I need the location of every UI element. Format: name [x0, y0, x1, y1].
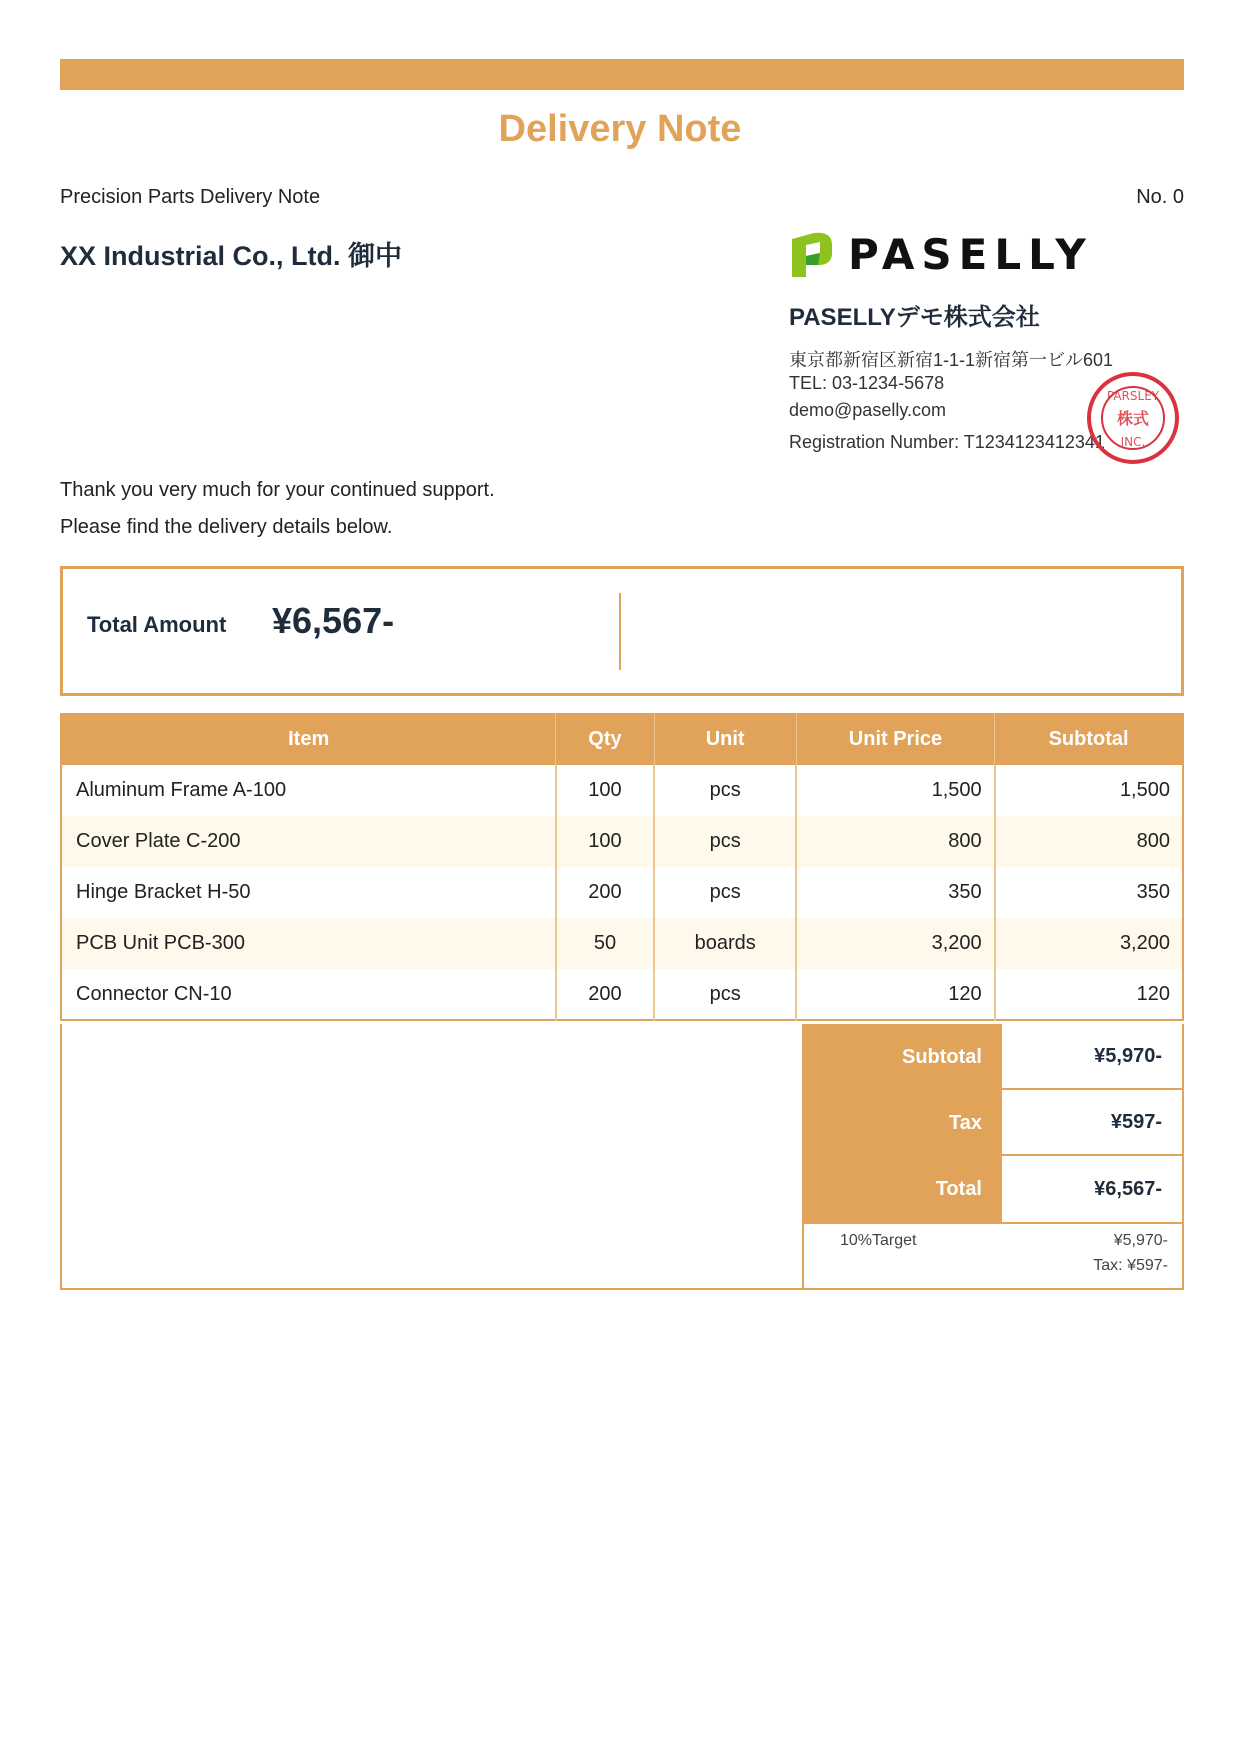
- column-header-unit: Unit: [654, 713, 796, 765]
- summary-row-subtotal: [804, 1024, 1182, 1090]
- cell-subtotal: 800: [995, 816, 1183, 867]
- table-row: [61, 969, 1183, 1020]
- total-amount-value: ¥6,567-: [272, 600, 395, 641]
- column-header-qty: Qty: [556, 713, 654, 765]
- tax-target-tax: Tax: ¥597-: [1093, 1257, 1168, 1274]
- cell-unit: pcs: [654, 765, 796, 816]
- svg-text:INC.: INC.: [1120, 435, 1146, 449]
- tax-target-value: ¥5,970-: [1113, 1232, 1168, 1249]
- summary-section: [60, 1024, 1184, 1290]
- cell-item: Cover Plate C-200: [61, 816, 556, 867]
- total-amount-label: Total Amount: [87, 612, 227, 637]
- company-address: 東京都新宿区新宿1-1-1新宿第一ビル601: [789, 350, 1114, 370]
- table-row: [61, 765, 1183, 816]
- cell-subtotal: 120: [1136, 982, 1170, 1005]
- cell-item: PCB Unit PCB-300: [61, 918, 556, 969]
- cell-unit-price: 800: [796, 816, 994, 867]
- svg-text:株式: 株式: [1116, 409, 1150, 428]
- table-row: [61, 918, 1183, 969]
- summary-divider-horizontal: [802, 1222, 1184, 1224]
- summary-row-tax: [804, 1090, 1182, 1156]
- table-row: [61, 816, 1183, 867]
- table-header-row: [61, 713, 1183, 765]
- cell-qty: 50: [556, 918, 654, 969]
- cell-qty: 200: [556, 867, 654, 918]
- subtotal-value: ¥5,970-: [1002, 1024, 1182, 1090]
- document-subtitle: Precision Parts Delivery Note: [60, 186, 321, 208]
- cell-unit-price: 350: [796, 867, 994, 918]
- summary-row-total: [804, 1156, 1182, 1222]
- column-header-subtotal: Subtotal: [995, 713, 1183, 765]
- logo-mark-icon: [788, 231, 834, 279]
- cell-unit: boards: [654, 918, 796, 969]
- subtotal-label: Subtotal: [804, 1024, 1002, 1090]
- cell-item: Aluminum Frame A-100: [61, 765, 556, 816]
- company-email: demo@paselly.com: [789, 400, 946, 420]
- cell-item: Connector CN-10: [61, 969, 556, 1020]
- items-table: [60, 713, 1184, 1021]
- cell-unit: pcs: [654, 867, 796, 918]
- logo-wordmark: PASELLY: [848, 230, 1093, 279]
- summary-grid: [804, 1024, 1182, 1222]
- cell-unit: pcs: [654, 969, 796, 1020]
- tax-label: Tax: [804, 1090, 1002, 1156]
- table-row: [61, 867, 1183, 918]
- column-header-item: Item: [61, 713, 556, 765]
- cell-subtotal: 1,500: [1119, 779, 1170, 801]
- greeting-line-2: Please find the delivery details below.: [60, 516, 393, 538]
- total-amount-box: [60, 566, 1184, 696]
- cell-item: Hinge Bracket H-50: [61, 867, 556, 918]
- cell-unit-price: 120: [796, 969, 994, 1020]
- company-seal-stamp: [1085, 370, 1181, 466]
- column-header-unit-price: Unit Price: [796, 713, 994, 765]
- cell-qty: 200: [556, 969, 654, 1020]
- greeting-line-1: Thank you very much for your continued support.: [60, 479, 495, 501]
- tax-target-label: 10%Target: [840, 1232, 917, 1249]
- document-title: Delivery Note: [498, 108, 742, 150]
- registration-number: Registration Number: T1234123412341: [789, 432, 1105, 452]
- cell-unit: pcs: [654, 816, 796, 867]
- header-accent-bar: [60, 59, 1184, 90]
- cell-subtotal: 350: [1136, 881, 1170, 903]
- company-name: PASELLYデモ株式会社: [789, 304, 1040, 331]
- document-number: No. 0: [1136, 186, 1184, 208]
- cell-subtotal: 3,200: [995, 918, 1183, 969]
- company-logo: [788, 230, 1093, 279]
- cell-qty: 100: [556, 765, 654, 816]
- svg-text:PARSLEY: PARSLEY: [1106, 389, 1160, 403]
- client-name: XX Industrial Co., Ltd. 御中: [60, 241, 403, 271]
- total-label: Total: [804, 1156, 1002, 1222]
- total-value: ¥6,567-: [1094, 1177, 1162, 1200]
- tax-value: ¥597-: [1002, 1090, 1182, 1156]
- cell-qty: 100: [556, 816, 654, 867]
- cell-unit-price: 1,500: [796, 765, 994, 816]
- cell-unit-price: 3,200: [796, 918, 994, 969]
- company-tel: TEL: 03-1234-5678: [789, 373, 945, 393]
- total-box-divider: [619, 593, 621, 670]
